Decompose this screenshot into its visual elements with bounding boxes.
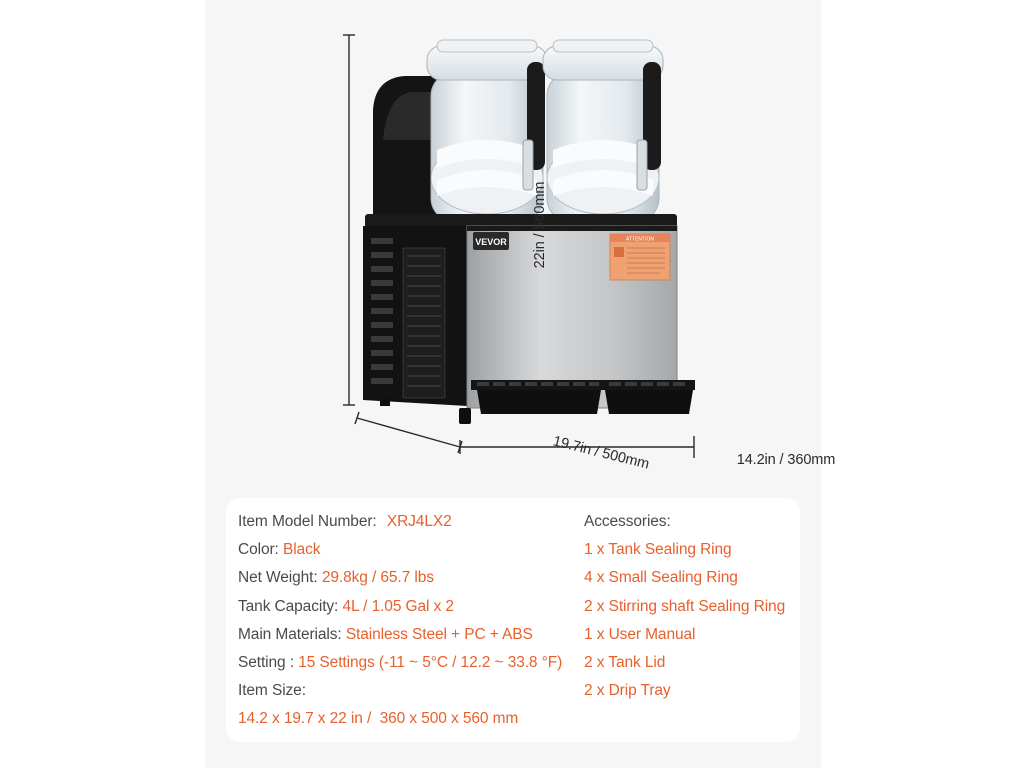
spec-value: 14.2 x 19.7 x 22 in / 360 x 500 x 560 mm: [238, 710, 519, 728]
accessory-item: 1 x User Manual: [584, 625, 696, 643]
width-dimension-label: 14.2in / 360mm: [736, 452, 836, 468]
spec-label: Color:: [238, 541, 279, 559]
depth-dimension-line: [355, 412, 462, 453]
spec-label: Item Size:: [238, 682, 306, 700]
foot: [380, 398, 390, 406]
warning-sticker: [610, 234, 670, 280]
spec-value: 4L / 1.05 Gal x 2: [342, 597, 454, 615]
foot: [459, 408, 471, 424]
left-tank: [427, 40, 547, 222]
spec-tank-capacity: [238, 593, 562, 621]
spec-item-size-value: [238, 705, 562, 733]
spec-card: [226, 498, 800, 742]
slush-machine-illustration: [205, 0, 821, 490]
drip-tray-left: [471, 380, 603, 414]
spec-value: 29.8kg / 65.7 lbs: [321, 569, 434, 587]
right-tank: [543, 40, 663, 222]
accessories-column: [584, 508, 785, 705]
spec-item-size-label: [238, 677, 562, 705]
side-vent-panel: [363, 226, 467, 406]
spec-model: [238, 508, 562, 536]
brand-badge-text: VEVOR: [475, 237, 507, 247]
spec-value: Stainless Steel + PC + ABS: [345, 625, 533, 643]
spec-value: Black: [282, 541, 321, 559]
accessory-item: 4 x Small Sealing Ring: [584, 569, 738, 587]
accessory-item: 2 x Tank Lid: [584, 653, 666, 671]
spec-value: 15 Settings (-11 ~ 5°C / 12.2 ~ 33.8 °F): [298, 653, 563, 671]
spec-value: XRJ4LX2: [386, 513, 452, 530]
spec-label: Net Weight:: [238, 569, 318, 587]
spec-label: Main Materials:: [238, 625, 342, 643]
spec-label: Item Model Number:: [238, 513, 377, 530]
spec-materials: [238, 621, 562, 649]
warning-sticker-text: ATTENTION: [626, 236, 654, 243]
brand-badge: [473, 232, 509, 250]
spec-net-weight: [238, 564, 562, 592]
accessories-title: Accessories:: [584, 513, 671, 530]
accessory-item: 1 x Tank Sealing Ring: [584, 541, 732, 559]
accessory-item: 2 x Drip Tray: [584, 682, 671, 700]
spec-label: Tank Capacity:: [238, 597, 339, 615]
spec-label: Setting :: [238, 653, 294, 671]
spec-setting: [238, 649, 562, 677]
height-dimension-label: 22in / 560mm: [532, 181, 548, 269]
height-dimension-line: [343, 35, 355, 405]
product-figure: [205, 0, 836, 490]
drip-tray-right: [603, 380, 695, 414]
depth-dimension-label: 19.7in / 500mm: [551, 433, 651, 473]
spec-color: [238, 536, 562, 564]
specs-column: [238, 508, 562, 734]
accessory-item: 2 x Stirring shaft Sealing Ring: [584, 597, 786, 615]
